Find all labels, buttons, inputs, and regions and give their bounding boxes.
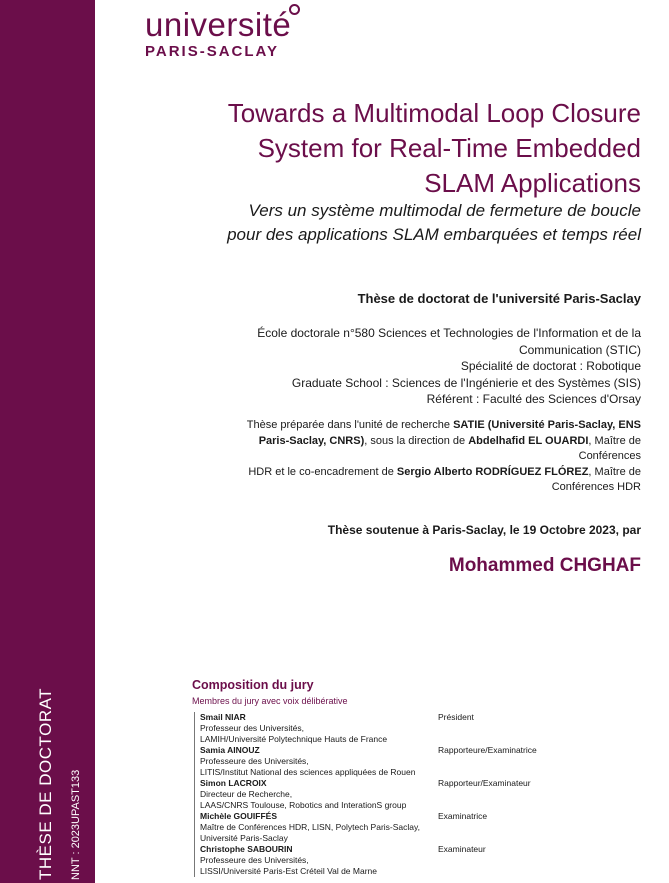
thesis-title-line: System for Real-Time Embedded bbox=[257, 133, 641, 163]
unit-text: , Maître de bbox=[588, 465, 641, 478]
jury-member bbox=[200, 745, 640, 778]
thesis-university: Thèse de doctorat de l'université Paris-Saclay bbox=[357, 291, 641, 306]
sidebar-nnt: NNT : 2023UPAST133 bbox=[70, 769, 82, 880]
jury-member-role: Président bbox=[438, 712, 474, 722]
co-supervisor-name: Sergio Alberto RODRÍGUEZ FLÓREZ bbox=[396, 465, 589, 478]
jury-member bbox=[200, 712, 640, 745]
logo-dot-icon bbox=[289, 4, 300, 15]
jury-member-name: Christophe SABOURIN bbox=[200, 844, 293, 854]
jury-member-title: Maître de Conférences HDR, LISN, Polytech Paris-Saclay, bbox=[200, 822, 420, 832]
jury-member-role: Rapporteure/Examinatrice bbox=[438, 745, 537, 755]
supervisor-name: Abdelhafid EL OUARDI bbox=[468, 434, 589, 447]
doctoral-school-info bbox=[221, 325, 641, 408]
jury-member-affiliation: LISSI/Université Paris-Est Créteil Val de Marne bbox=[200, 866, 377, 876]
jury-member-role: Examinateur bbox=[438, 844, 486, 854]
jury-member-name: Michèle GOUIFFÉS bbox=[200, 811, 277, 821]
jury-member-affiliation: LITIS/Institut National des sciences appliquées de Rouen bbox=[200, 767, 416, 777]
jury-member-affiliation: LAMIH/Université Polytechnique Hauts de France bbox=[200, 734, 388, 744]
unit-text: Conférences HDR bbox=[551, 481, 641, 493]
unit-text: HDR et le co-encadrement de bbox=[248, 465, 397, 478]
referent-line: Référent : Faculté des Sciences d'Orsay bbox=[426, 392, 641, 406]
jury-member bbox=[200, 811, 640, 844]
defense-date: Thèse soutenue à Paris-Saclay, le 19 Octobre 2023, par bbox=[327, 523, 641, 537]
thesis-subtitle-line: pour des applications SLAM embarquées et temps réel bbox=[227, 225, 641, 244]
jury-member-title: Professeure des Universités, bbox=[200, 756, 309, 766]
jury-member-affiliation: Université Paris-Saclay bbox=[200, 833, 288, 843]
logo-subtitle: PARIS-SACLAY bbox=[145, 43, 280, 60]
logo-wordmark: université bbox=[145, 6, 292, 43]
jury-member-role: Examinatrice bbox=[438, 811, 488, 821]
jury-member bbox=[200, 778, 640, 811]
jury-title: Composition du jury bbox=[192, 678, 314, 692]
thesis-subtitle bbox=[171, 199, 641, 247]
jury-list bbox=[194, 712, 640, 877]
unit-text: , Maître de Conférences bbox=[578, 434, 641, 462]
jury-member-title: Professeure des Universités, bbox=[200, 855, 309, 865]
school-line: École doctorale n°580 Sciences et Technologies de l'Information et de la bbox=[257, 326, 641, 340]
jury-subtitle: Membres du jury avec voix délibérative bbox=[192, 696, 348, 706]
thesis-title-line: Towards a Multimodal Loop Closure bbox=[227, 98, 641, 128]
jury-member bbox=[200, 844, 640, 877]
unit-lab-affiliation: Paris-Saclay, CNRS) bbox=[258, 434, 365, 447]
jury-member-role: Rapporteur/Examinateur bbox=[438, 778, 531, 788]
university-logo bbox=[145, 8, 291, 60]
jury-member-affiliation: LAAS/CNRS Toulouse, Robotics and InterationS group bbox=[200, 800, 407, 810]
graduate-school-line: Graduate School : Sciences de l'Ingénierie et des Systèmes (SIS) bbox=[291, 375, 641, 390]
sidebar-thesis-label: THÈSE DE DOCTORAT bbox=[36, 687, 55, 880]
unit-lab-name: SATIE (Université Paris-Saclay, ENS bbox=[453, 419, 641, 431]
research-unit-info bbox=[221, 418, 641, 496]
thesis-subtitle-line: Vers un système multimodal de fermeture de boucle bbox=[248, 201, 641, 220]
sidebar-band bbox=[0, 0, 95, 883]
unit-text: Thèse préparée dans l'unité de recherche bbox=[246, 419, 454, 431]
thesis-title bbox=[171, 96, 641, 201]
unit-text: , sous la direction de bbox=[364, 434, 469, 447]
jury-member-name: Smail NIAR bbox=[200, 712, 246, 722]
author-name: Mohammed CHGHAF bbox=[448, 555, 641, 576]
thesis-title-line: SLAM Applications bbox=[424, 168, 641, 198]
jury-member-title: Professeur des Universités, bbox=[200, 723, 304, 733]
jury-member-title: Directeur de Recherche, bbox=[200, 789, 293, 799]
jury-member-name: Simon LACROIX bbox=[200, 778, 267, 788]
school-line: Communication (STIC) bbox=[518, 342, 641, 357]
specialty-line: Spécialité de doctorat : Robotique bbox=[460, 359, 641, 373]
jury-member-name: Samia AINOUZ bbox=[200, 745, 260, 755]
